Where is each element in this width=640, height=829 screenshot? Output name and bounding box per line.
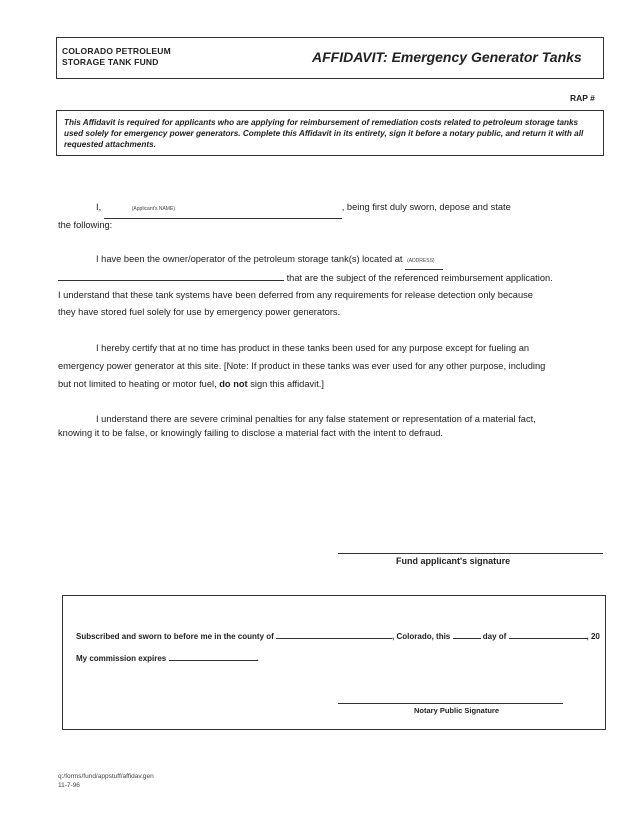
para1-suffix: , being first duly sworn, depose and state xyxy=(341,202,511,212)
address-field[interactable] xyxy=(405,254,443,270)
org-line-2: STORAGE TANK FUND xyxy=(62,57,159,67)
applicant-name-label: (Applicant's NAME) xyxy=(131,206,175,212)
rap-number-label: RAP # xyxy=(570,93,595,103)
applicant-name-field[interactable] xyxy=(104,203,342,219)
notary-commission-line: My commission expires . xyxy=(76,654,259,663)
instructions-notice: This Affidavit is required for applicants who are applying for reimbursement of remediation costs related to petroleum storage tanks used solely for emergency power generators. Complete this Affidavit in its entirety, sign it before a notary public, and return it with all requested attachments. xyxy=(56,110,604,156)
para2-line3: I understand that these tank systems have been deferred from any requirements for release detection only because xyxy=(58,290,533,300)
para3-line1: I hereby certify that at no time has product in these tanks been used for any purpose except for fueling an xyxy=(96,343,530,353)
para1-line2: the following: xyxy=(58,220,113,230)
para2-line1 xyxy=(96,253,443,269)
notary-subscribed-line xyxy=(76,632,600,641)
notary-signature-line[interactable] xyxy=(338,703,563,704)
address-label: (ADDRESS) xyxy=(407,258,435,264)
applicant-signature-line[interactable] xyxy=(338,553,603,554)
notary-signature-label: Notary Public Signature xyxy=(414,706,500,715)
notary-year-text: , 20 xyxy=(586,632,600,641)
footer-path: q:/forms/fund/appstuff/affidav.gen xyxy=(58,773,154,780)
applicant-signature-label: Fund applicant's signature xyxy=(396,556,511,566)
day-field[interactable] xyxy=(453,638,481,639)
county-field[interactable] xyxy=(276,638,392,639)
form-title: AFFIDAVIT: Emergency Generator Tanks xyxy=(312,49,582,65)
para3-line3-prefix: but not limited to heating or motor fuel, xyxy=(58,379,217,389)
para3-line3 xyxy=(58,378,324,391)
para1-prefix: I, xyxy=(96,202,102,212)
para3-do-not: do not xyxy=(219,379,248,389)
org-line-1: COLORADO PETROLEUM xyxy=(62,46,171,56)
para2-line2 xyxy=(58,271,553,285)
notary-subscribed-text: Subscribed and sworn to before me in the county of xyxy=(76,632,274,641)
para4-line1: I understand there are severe criminal penalties for any false statement or representation of a material fact, xyxy=(96,414,536,424)
para2-line1-text: I have been the owner/operator of the petroleum storage tank(s) located at xyxy=(96,254,403,264)
notary-commission-text: My commission expires xyxy=(76,654,167,663)
para2-line2-text: that are the subject of the referenced reimbursement application. xyxy=(286,273,553,283)
org-name xyxy=(62,46,171,68)
para1-line1 xyxy=(96,201,511,217)
notary-day-of-text: day of xyxy=(482,632,507,641)
para4-line2: knowing it to be false, or knowingly failing to disclose a material fact with the intent to defraud. xyxy=(58,428,443,438)
address-continuation-field[interactable] xyxy=(58,271,284,281)
para3-line3-suffix: sign this affidavit.] xyxy=(250,379,324,389)
month-field[interactable] xyxy=(509,638,587,639)
footer xyxy=(58,772,154,790)
para2-line4: they have stored fuel solely for use by emergency power generators. xyxy=(58,307,341,317)
commission-expires-field[interactable] xyxy=(169,660,257,661)
footer-date: 11-7-96 xyxy=(58,782,80,789)
notary-colorado-text: , Colorado, this xyxy=(392,632,451,641)
para3-line2: emergency power generator at this site. [Note: If product in these tanks was ever used for any other purpose, including xyxy=(58,361,546,371)
